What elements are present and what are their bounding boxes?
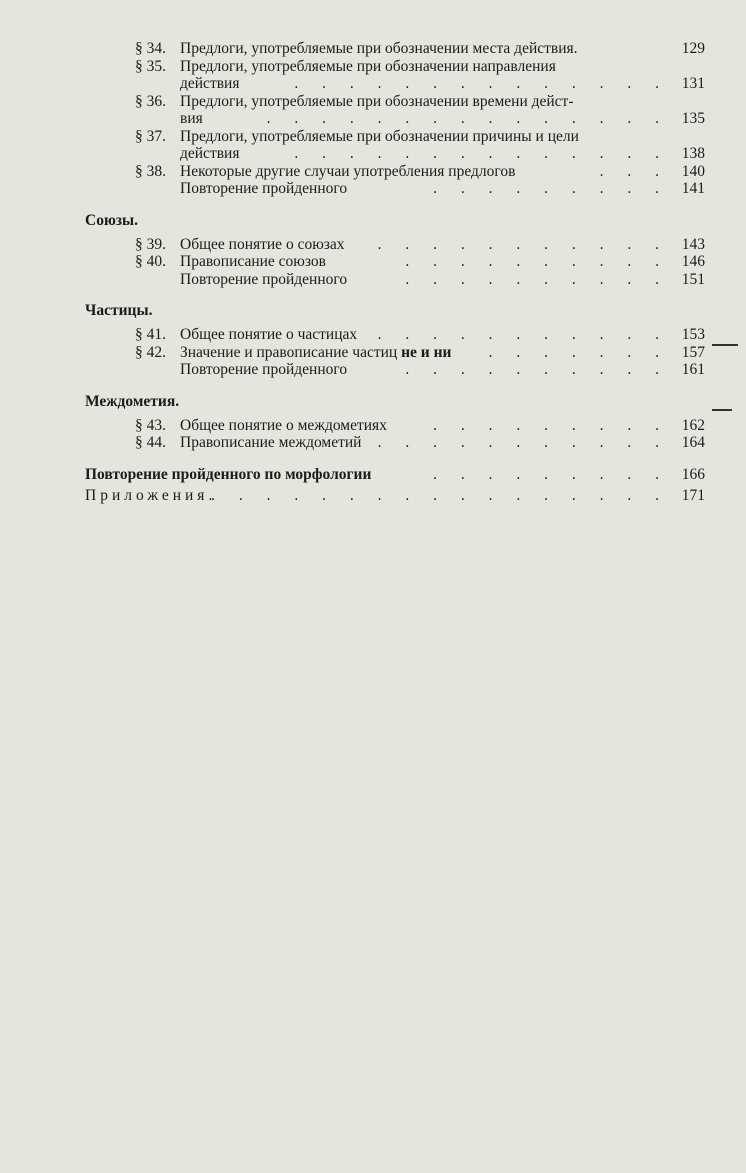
leader-dots: . . . . . . . . . . . [377, 434, 669, 451]
entry-page: 162 [681, 416, 705, 434]
toc-entry [85, 128, 705, 146]
entry-title: Предлоги, употребляемые при обозначении причины и цели [180, 127, 579, 145]
toc-entry [85, 326, 705, 344]
toc-entry [85, 361, 705, 379]
entry-title-cont: вия [180, 110, 203, 127]
toc-entry [85, 434, 705, 452]
leader-dots: . . . . . . . . . . . [377, 235, 669, 253]
toc-entry-continuation [85, 75, 705, 93]
toc-entry-continuation [85, 145, 705, 163]
entry-page: 161 [681, 361, 705, 378]
leader-dots: . . . . . . . [488, 343, 669, 361]
entry-page: 151 [681, 270, 705, 288]
entry-title: Значение и правописание частиц не и ни [180, 343, 452, 361]
entry-page: 131 [681, 75, 705, 92]
entry-title: Правописание союзов [180, 253, 326, 270]
entry-title: Предлоги, употребляемые при обозначении времени дейст- [180, 92, 574, 110]
leader-dots: . . . . . . . . . . . . . . [294, 145, 669, 162]
entry-page: 166 [681, 465, 705, 483]
toc-entry-continuation [85, 110, 705, 128]
entry-page: 129 [681, 40, 705, 57]
leader-dots: . . . . . . . . . [433, 180, 669, 197]
entry-title: Повторение пройденного по морфологии [85, 465, 372, 483]
entry-title: Предлоги, употребляемые при обозначении направления [180, 57, 556, 75]
toc-entry [85, 93, 705, 111]
entry-title: Повторение пройденного [180, 270, 348, 288]
margin-mark [712, 409, 732, 411]
entry-page: 143 [681, 235, 705, 253]
entry-page: 164 [681, 434, 705, 451]
toc-entry [85, 163, 705, 181]
leader-dots: . . . . . . . . . [433, 465, 669, 483]
toc-entry-review [85, 466, 705, 484]
entry-title: Повторение пройденного [180, 361, 348, 378]
toc-entry [85, 253, 705, 271]
entry-number: § 35. [135, 57, 166, 75]
entry-page: 135 [681, 110, 705, 127]
leader-dots: . . . . . . . . . . [405, 270, 669, 288]
entry-page: 138 [681, 145, 705, 162]
leader-dots: . . . [599, 162, 669, 180]
leader-dots: . . . . . . . . . . . . . . . [266, 110, 669, 127]
toc-entry-appendix [85, 487, 705, 505]
toc-entry [85, 417, 705, 435]
entry-number: § 37. [135, 127, 166, 145]
entry-title: Приложения. [85, 487, 217, 504]
entry-title: Общее понятие о союзах [180, 235, 345, 253]
entry-page: 140 [681, 162, 705, 180]
section-heading: Союзы. [85, 211, 138, 229]
entry-number: § 34. [135, 40, 166, 57]
toc-entry [85, 271, 705, 289]
entry-page: 153 [681, 326, 705, 343]
entry-title: Некоторые другие случаи употребления предлогов [180, 162, 516, 180]
leader-dots: . . . . . . . . . . [405, 253, 669, 270]
section-heading: Междометия. [85, 392, 180, 410]
entry-page: 146 [681, 253, 705, 270]
table-of-contents [85, 40, 705, 505]
entry-number: § 40. [135, 253, 166, 270]
margin-mark [712, 344, 738, 346]
entry-number: § 36. [135, 92, 166, 110]
entry-title-cont: действия [180, 145, 240, 162]
entry-title: Правописание междометий [180, 434, 362, 451]
entry-number: § 38. [135, 162, 166, 180]
entry-title: Повторение пройденного [180, 180, 348, 197]
toc-entry [85, 344, 705, 362]
leader-dots: . . . . . . . . . [433, 416, 669, 434]
leader-dots: . . . . . . . . . . . . . . [294, 75, 669, 92]
entry-number: § 39. [135, 235, 166, 253]
entry-title: Общее понятие о междометиях [180, 416, 387, 434]
leader-dots: . . . . . . . . . . . . . . . . . [211, 487, 669, 504]
toc-entry [85, 180, 705, 198]
toc-entry [85, 40, 705, 58]
section-heading: Частицы. [85, 302, 153, 319]
toc-entry [85, 58, 705, 76]
entry-number: § 41. [135, 326, 166, 343]
entry-number: § 43. [135, 416, 166, 434]
entry-page: 141 [681, 180, 705, 197]
entry-title-cont: действия [180, 75, 240, 92]
entry-title-bold: не и ни [401, 343, 452, 361]
toc-entry [85, 236, 705, 254]
entry-title: Предлоги, употребляемые при обозначении места действия. [180, 40, 578, 57]
leader-dots: . . . . . . . . . . [405, 361, 669, 378]
entry-page: 171 [681, 487, 705, 504]
entry-number: § 44. [135, 434, 166, 451]
entry-number: § 42. [135, 343, 166, 361]
entry-page: 157 [681, 343, 705, 361]
leader-dots: . . . . . . . . . . . [377, 326, 669, 343]
entry-title: Общее понятие о частицах [180, 326, 358, 343]
